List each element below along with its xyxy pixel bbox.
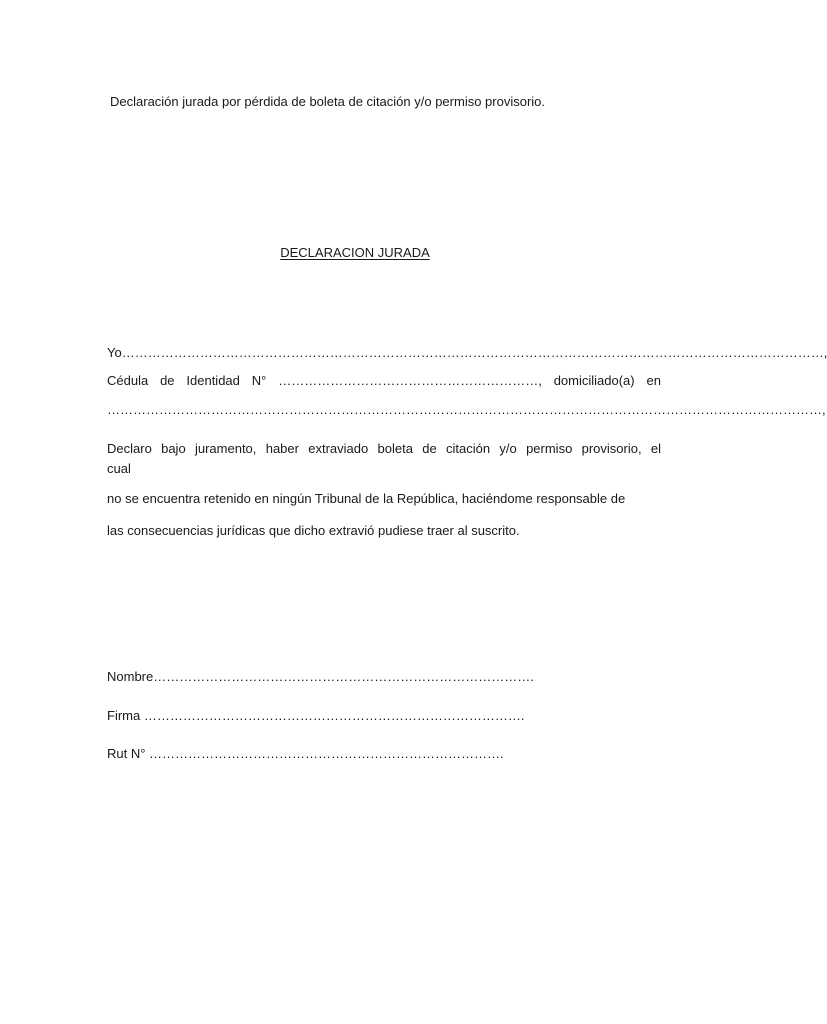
domicilio-line: …………………………………………………………………………………………………………………………………………………,: [107, 402, 826, 417]
cedula-line: [107, 373, 661, 389]
de-word: de: [160, 373, 175, 388]
document-header: Declaración jurada por pérdida de boleta de citación y/o permiso provisorio.: [110, 94, 546, 109]
rut-field: Rut N° ……………………………………………………………………….: [107, 746, 504, 761]
cedula-label: Cédula: [107, 373, 149, 388]
yo-line: Yo………………………………………………………………………………………………………………………………………………,: [107, 345, 827, 360]
declaration-line-2: no se encuentra retenido en ningún Tribunal de la República, haciéndome responsable de: [107, 491, 626, 506]
declaration-line-1: Declaro bajo juramento, haber extraviado boleta de citación y/o permiso provisorio, el: [107, 441, 661, 456]
declaration-line-3: las consecuencias jurídicas que dicho extravió pudiese traer al suscrito.: [107, 523, 520, 538]
numero-symbol: N°: [251, 373, 267, 388]
firma-field: Firma …………………………………………………………………………….: [107, 708, 525, 723]
domiciliado-word: domiciliado(a): [553, 373, 635, 388]
identidad-word: Identidad: [186, 373, 240, 388]
cedula-dots: ……………………………………………………,: [278, 373, 542, 388]
en-word: en: [646, 373, 661, 388]
nombre-field: Nombre…………………………………………………………………………….: [107, 669, 534, 684]
document-title: DECLARACION JURADA: [280, 245, 430, 260]
declaration-line-1b: cual: [107, 461, 131, 476]
